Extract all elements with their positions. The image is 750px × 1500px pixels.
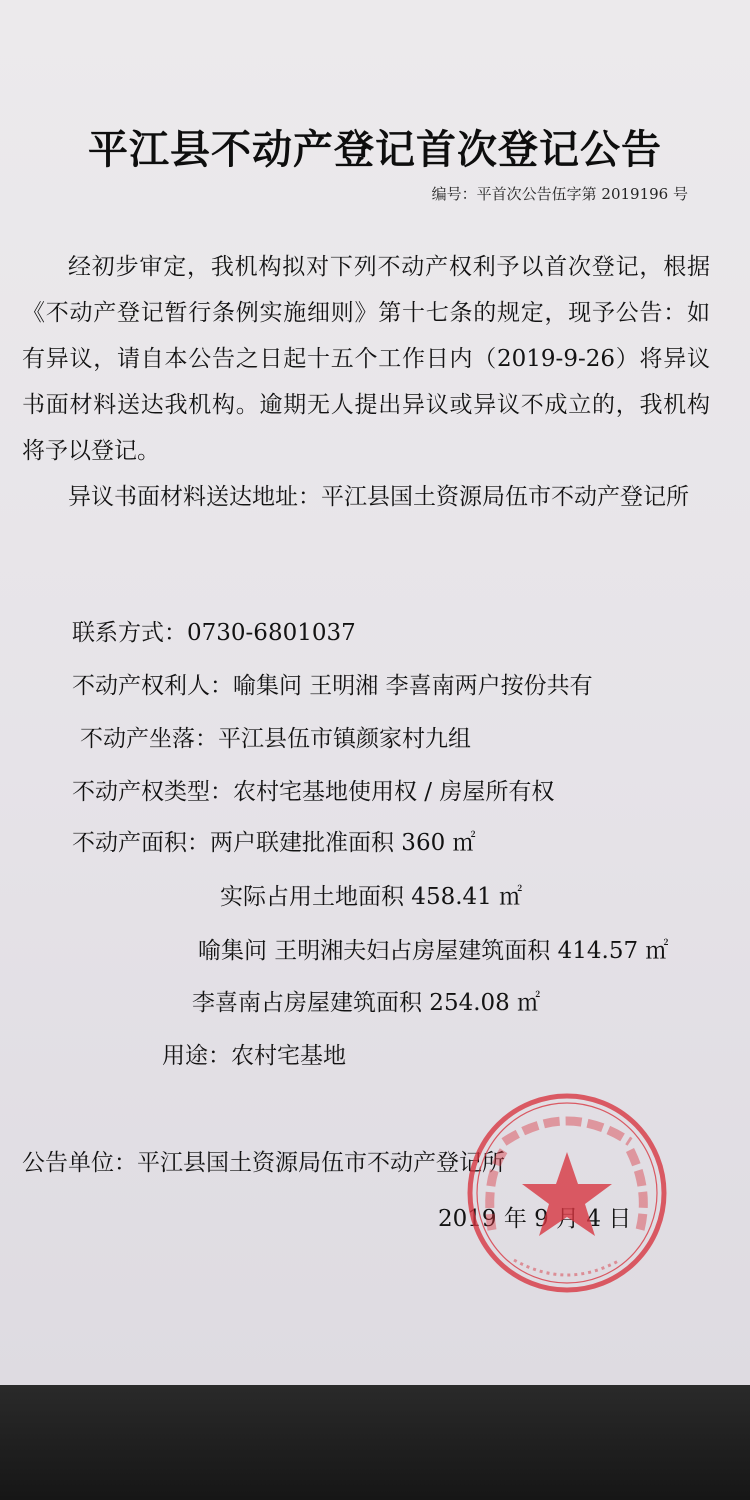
official-seal-icon (464, 1090, 670, 1296)
objection-address: 异议书面材料送达地址：平江县国土资源局伍市不动产登记所 (68, 484, 689, 510)
desk-surface (0, 1385, 750, 1500)
property-right-type: 不动产权类型：农村宅基地使用权 / 房屋所有权 (72, 779, 555, 805)
notice-body (22, 244, 710, 520)
property-usage: 用途：农村宅基地 (162, 1043, 346, 1069)
seal-band-1 (504, 1121, 630, 1142)
issuer-line: 公告单位：平江县国土资源局伍市不动产登记所 (22, 1150, 505, 1176)
notice-title: 平江县不动产登记首次登记公告 (88, 126, 662, 173)
seal-band-4 (514, 1260, 620, 1275)
seal-star (522, 1152, 612, 1236)
property-area-line-3: 喻集问 王明湘夫妇占房屋建筑面积 414.57 ㎡ (198, 938, 669, 964)
property-location: 不动产坐落：平江县伍市镇颜家村九组 (80, 726, 471, 752)
notice-paragraph-1: 经初步审定，我机构拟对下列不动产权利予以首次登记，根据《不动产登记暂行条例实施细则》第十七条的规定，现予公告：如有异议，请自本公告之日起十五个工作日内（2019-9-26）将异议书面材料送达我机构。逾期无人提出异议或异议不成立的，我机构将予以登记。 (22, 254, 710, 464)
property-area-line-2: 实际占用土地面积 458.41 ㎡ (220, 884, 523, 910)
seal-band-3 (630, 1150, 643, 1230)
property-area-line-1: 不动产面积：两户联建批准面积 360 ㎡ (72, 830, 476, 856)
document-number: 编号：平首次公告伍字第 2019196 号 (431, 185, 688, 203)
property-holders: 不动产权利人：喻集问 王明湘 李喜南两户按份共有 (72, 673, 593, 699)
seal-band-2 (490, 1150, 504, 1230)
property-area-line-4: 李喜南占房屋建筑面积 254.08 ㎡ (192, 990, 541, 1016)
contact-line: 联系方式：0730-6801037 (72, 620, 356, 646)
notice-date: 2019 年 9 月 4 日 (438, 1206, 632, 1232)
